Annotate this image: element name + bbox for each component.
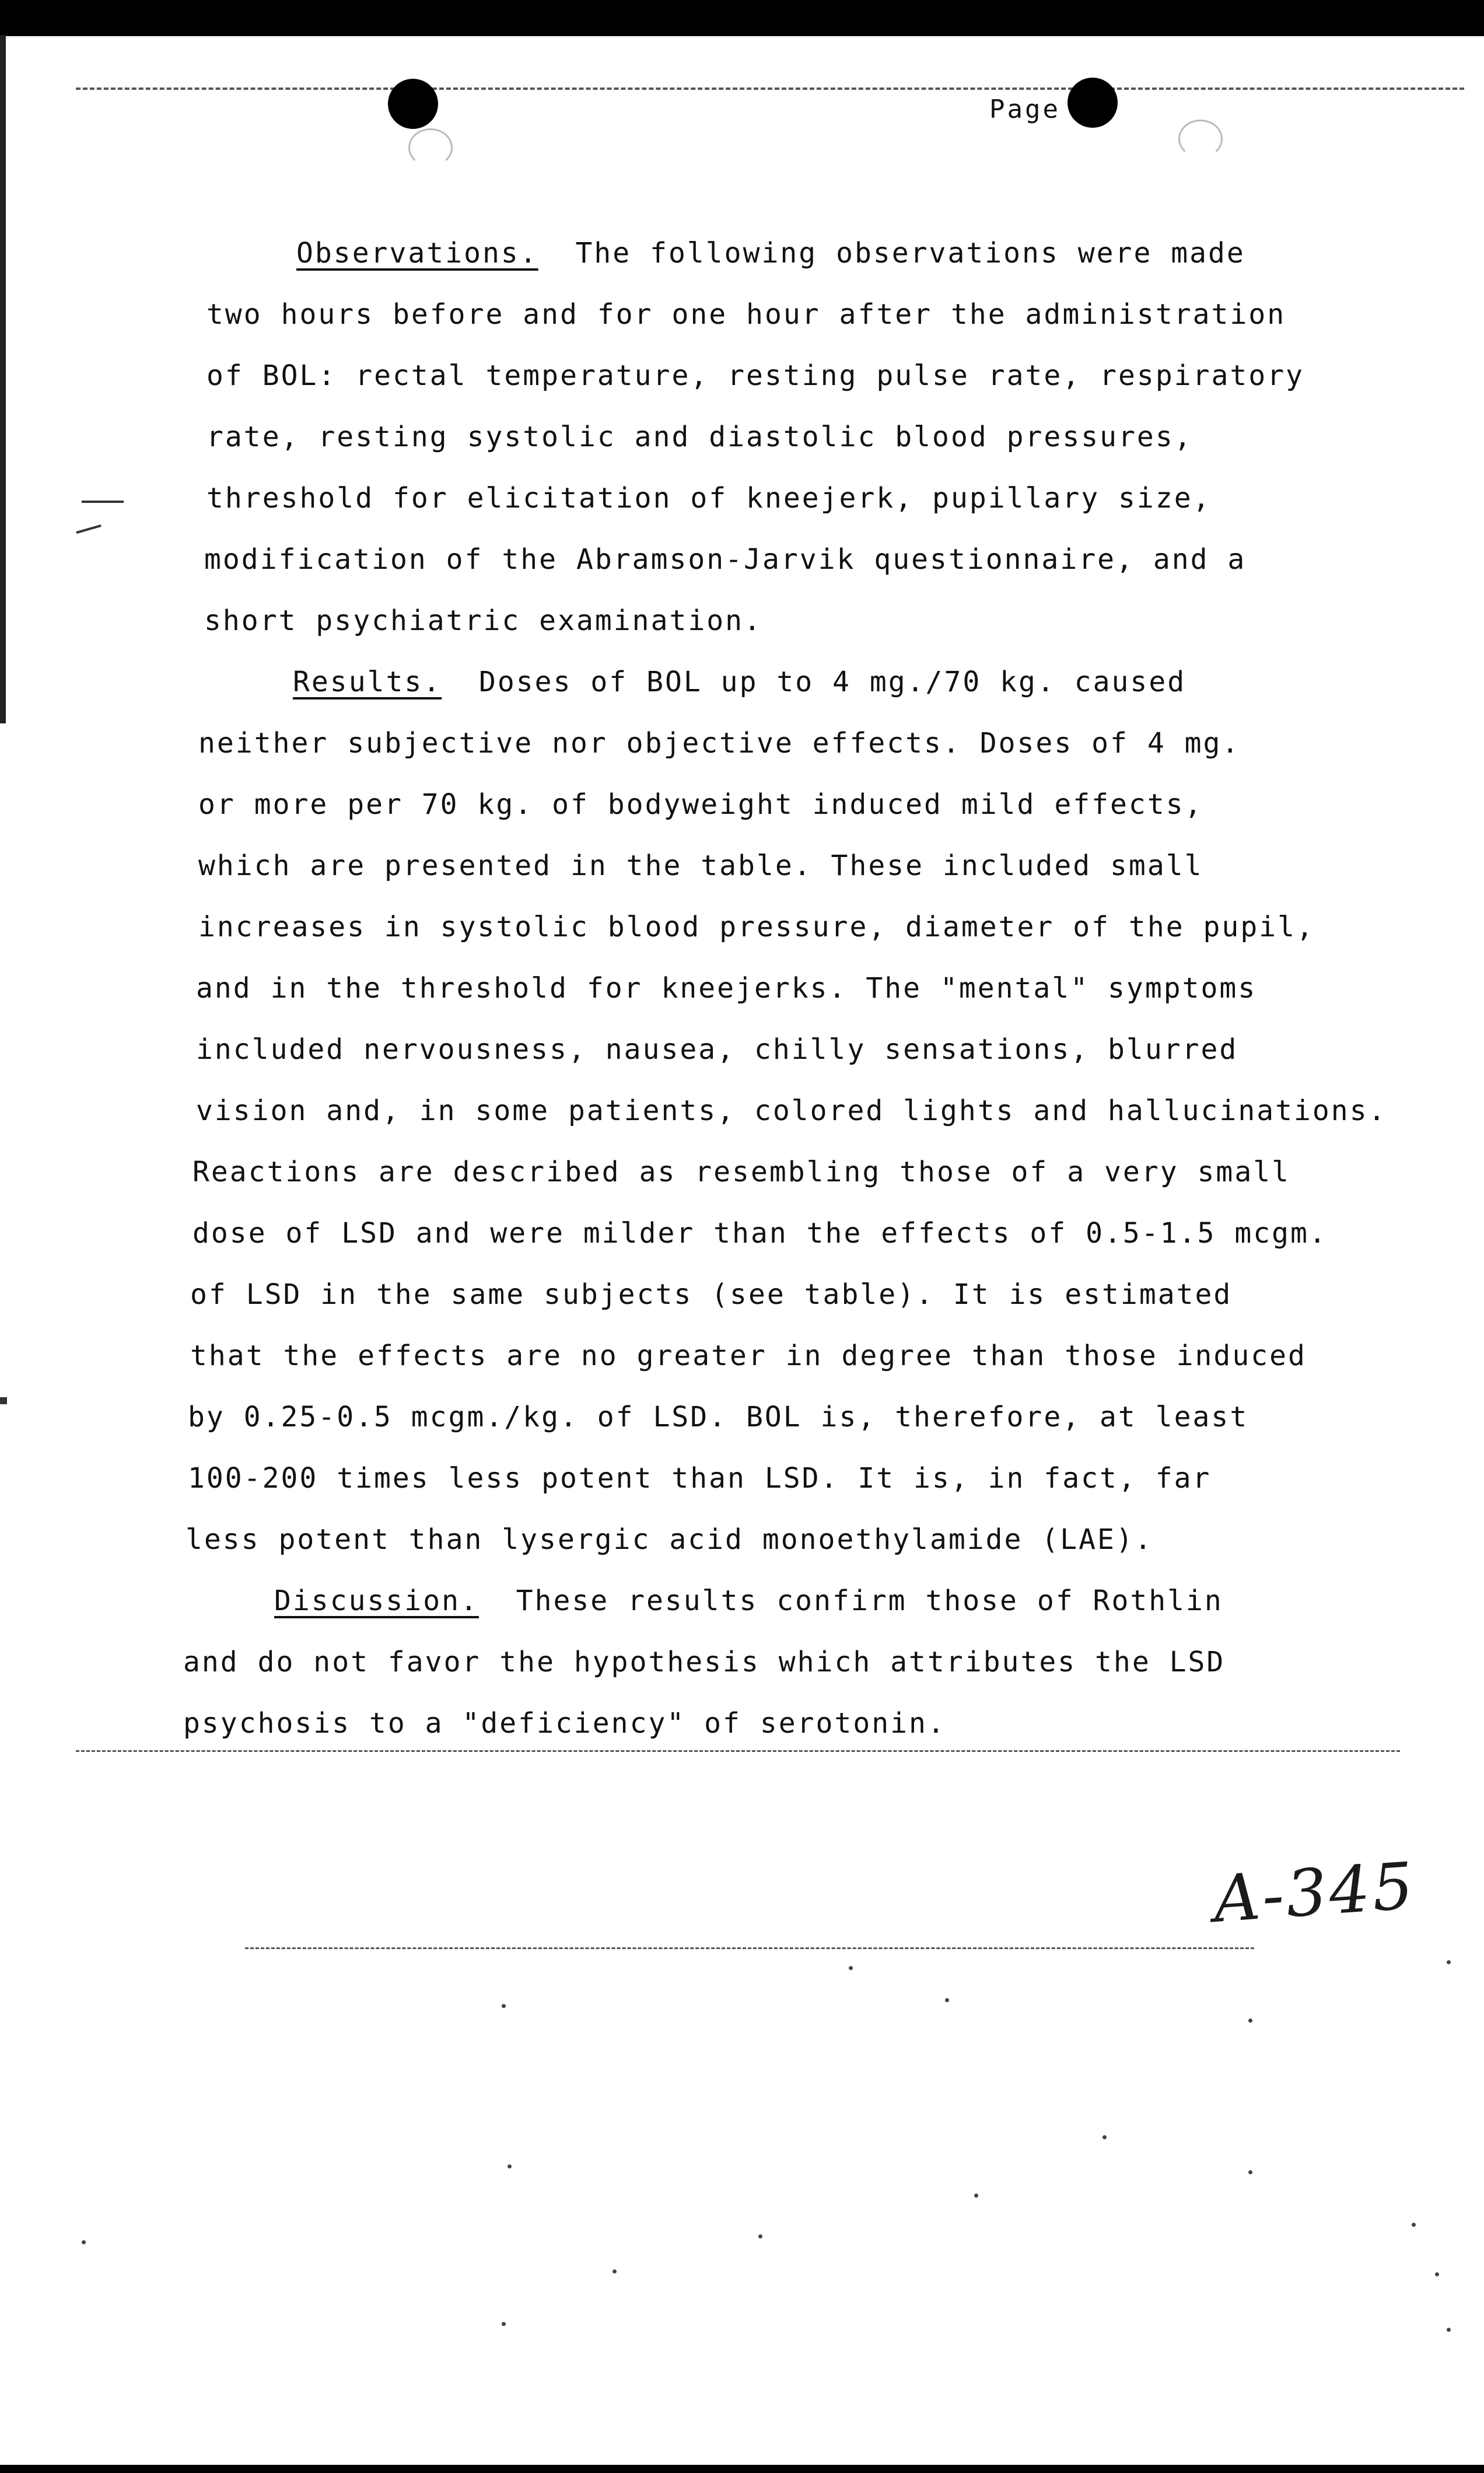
- speck: [1412, 2223, 1416, 2227]
- text-line: of BOL: rectal temperature, resting pulse rate, respiratory: [206, 359, 1305, 392]
- discussion-heading: Discussion.: [274, 1584, 479, 1617]
- text-line: Doses of BOL up to 4 mg./70 kg. caused: [478, 666, 1186, 698]
- margin-dash: [82, 501, 124, 503]
- text-line: Reactions are described as resembling those of a very small: [192, 1156, 1291, 1188]
- speck: [508, 2164, 512, 2168]
- speck: [1435, 2272, 1439, 2276]
- text-line: dose of LSD and were milder than the effects of 0.5-1.5 mcgm.: [192, 1217, 1328, 1250]
- punch-hole-ghost-left: [408, 128, 453, 167]
- text-line: included nervousness, nausea, chilly sensations, blurred: [196, 1033, 1238, 1066]
- text-line: two hours before and for one hour after the administration: [206, 298, 1286, 331]
- speck: [502, 2004, 506, 2008]
- speck: [502, 2322, 506, 2326]
- discussion-line-1: [274, 1584, 1223, 1617]
- observations-line-1: [296, 237, 1245, 270]
- speck: [1447, 2328, 1451, 2332]
- speck: [945, 1998, 949, 2002]
- text-line: threshold for elicitation of kneejerk, pupillary size,: [206, 482, 1212, 515]
- top-tear-line: [76, 88, 1464, 90]
- text-line: psychosis to a "deficiency" of serotonin.: [183, 1707, 946, 1740]
- page-label: Page: [989, 95, 1060, 124]
- scan-bottom-edge: [0, 2465, 1484, 2473]
- margin-tick: [0, 1397, 7, 1404]
- observations-heading: Observations.: [296, 237, 538, 270]
- results-line-1: [293, 668, 1186, 696]
- speck: [1248, 2019, 1252, 2023]
- speck: [1248, 2170, 1252, 2174]
- text-line: increases in systolic blood pressure, diameter of the pupil,: [198, 911, 1315, 943]
- text-line: by 0.25-0.5 mcgm./kg. of LSD. BOL is, therefore, at least: [188, 1401, 1249, 1433]
- scan-top-edge: [0, 0, 1484, 36]
- margin-tick: [76, 524, 101, 534]
- speck: [849, 1966, 853, 1970]
- text-line: which are presented in the table. These included small: [198, 849, 1203, 882]
- punch-hole-ghost-right: [1178, 120, 1223, 158]
- text-line: The following observations were made: [575, 237, 1245, 270]
- text-line: that the effects are no greater in degree than those induced: [190, 1339, 1307, 1372]
- speck: [612, 2269, 617, 2273]
- text-line: short psychiatric examination.: [204, 604, 762, 637]
- handwritten-annotation: A-345: [1210, 1848, 1418, 1937]
- text-line: vision and, in some patients, colored lights and hallucinations.: [196, 1094, 1387, 1127]
- text-line: rate, resting systolic and diastolic blood pressures,: [206, 421, 1193, 453]
- speck: [1447, 1960, 1451, 1964]
- text-line: These results confirm those of Rothlin: [516, 1584, 1223, 1617]
- speck: [82, 2240, 86, 2244]
- text-line: and in the threshold for kneejerks. The "mental" symptoms: [196, 972, 1257, 1005]
- results-heading: Results.: [293, 666, 442, 698]
- punch-hole-left: [388, 79, 438, 129]
- text-line: or more per 70 kg. of bodyweight induced mild effects,: [198, 788, 1203, 821]
- bottom-tear-line: [76, 1750, 1400, 1752]
- text-line: neither subjective nor objective effects. Doses of 4 mg.: [198, 727, 1241, 760]
- speck: [758, 2234, 762, 2238]
- punch-hole-right: [1068, 78, 1118, 128]
- text-line: 100-200 times less potent than LSD. It is, in fact, far: [188, 1462, 1212, 1495]
- text-line: modification of the Abramson-Jarvik questionnaire, and a: [204, 543, 1247, 576]
- speck: [974, 2194, 978, 2198]
- lower-tear-line: [245, 1947, 1254, 1949]
- scan-left-edge: [0, 35, 6, 723]
- text-line: less potent than lysergic acid monoethylamide (LAE).: [186, 1523, 1153, 1556]
- speck: [1102, 2135, 1107, 2139]
- text-line: and do not favor the hypothesis which attributes the LSD: [183, 1646, 1226, 1678]
- text-line: of LSD in the same subjects (see table). It is estimated: [190, 1278, 1233, 1311]
